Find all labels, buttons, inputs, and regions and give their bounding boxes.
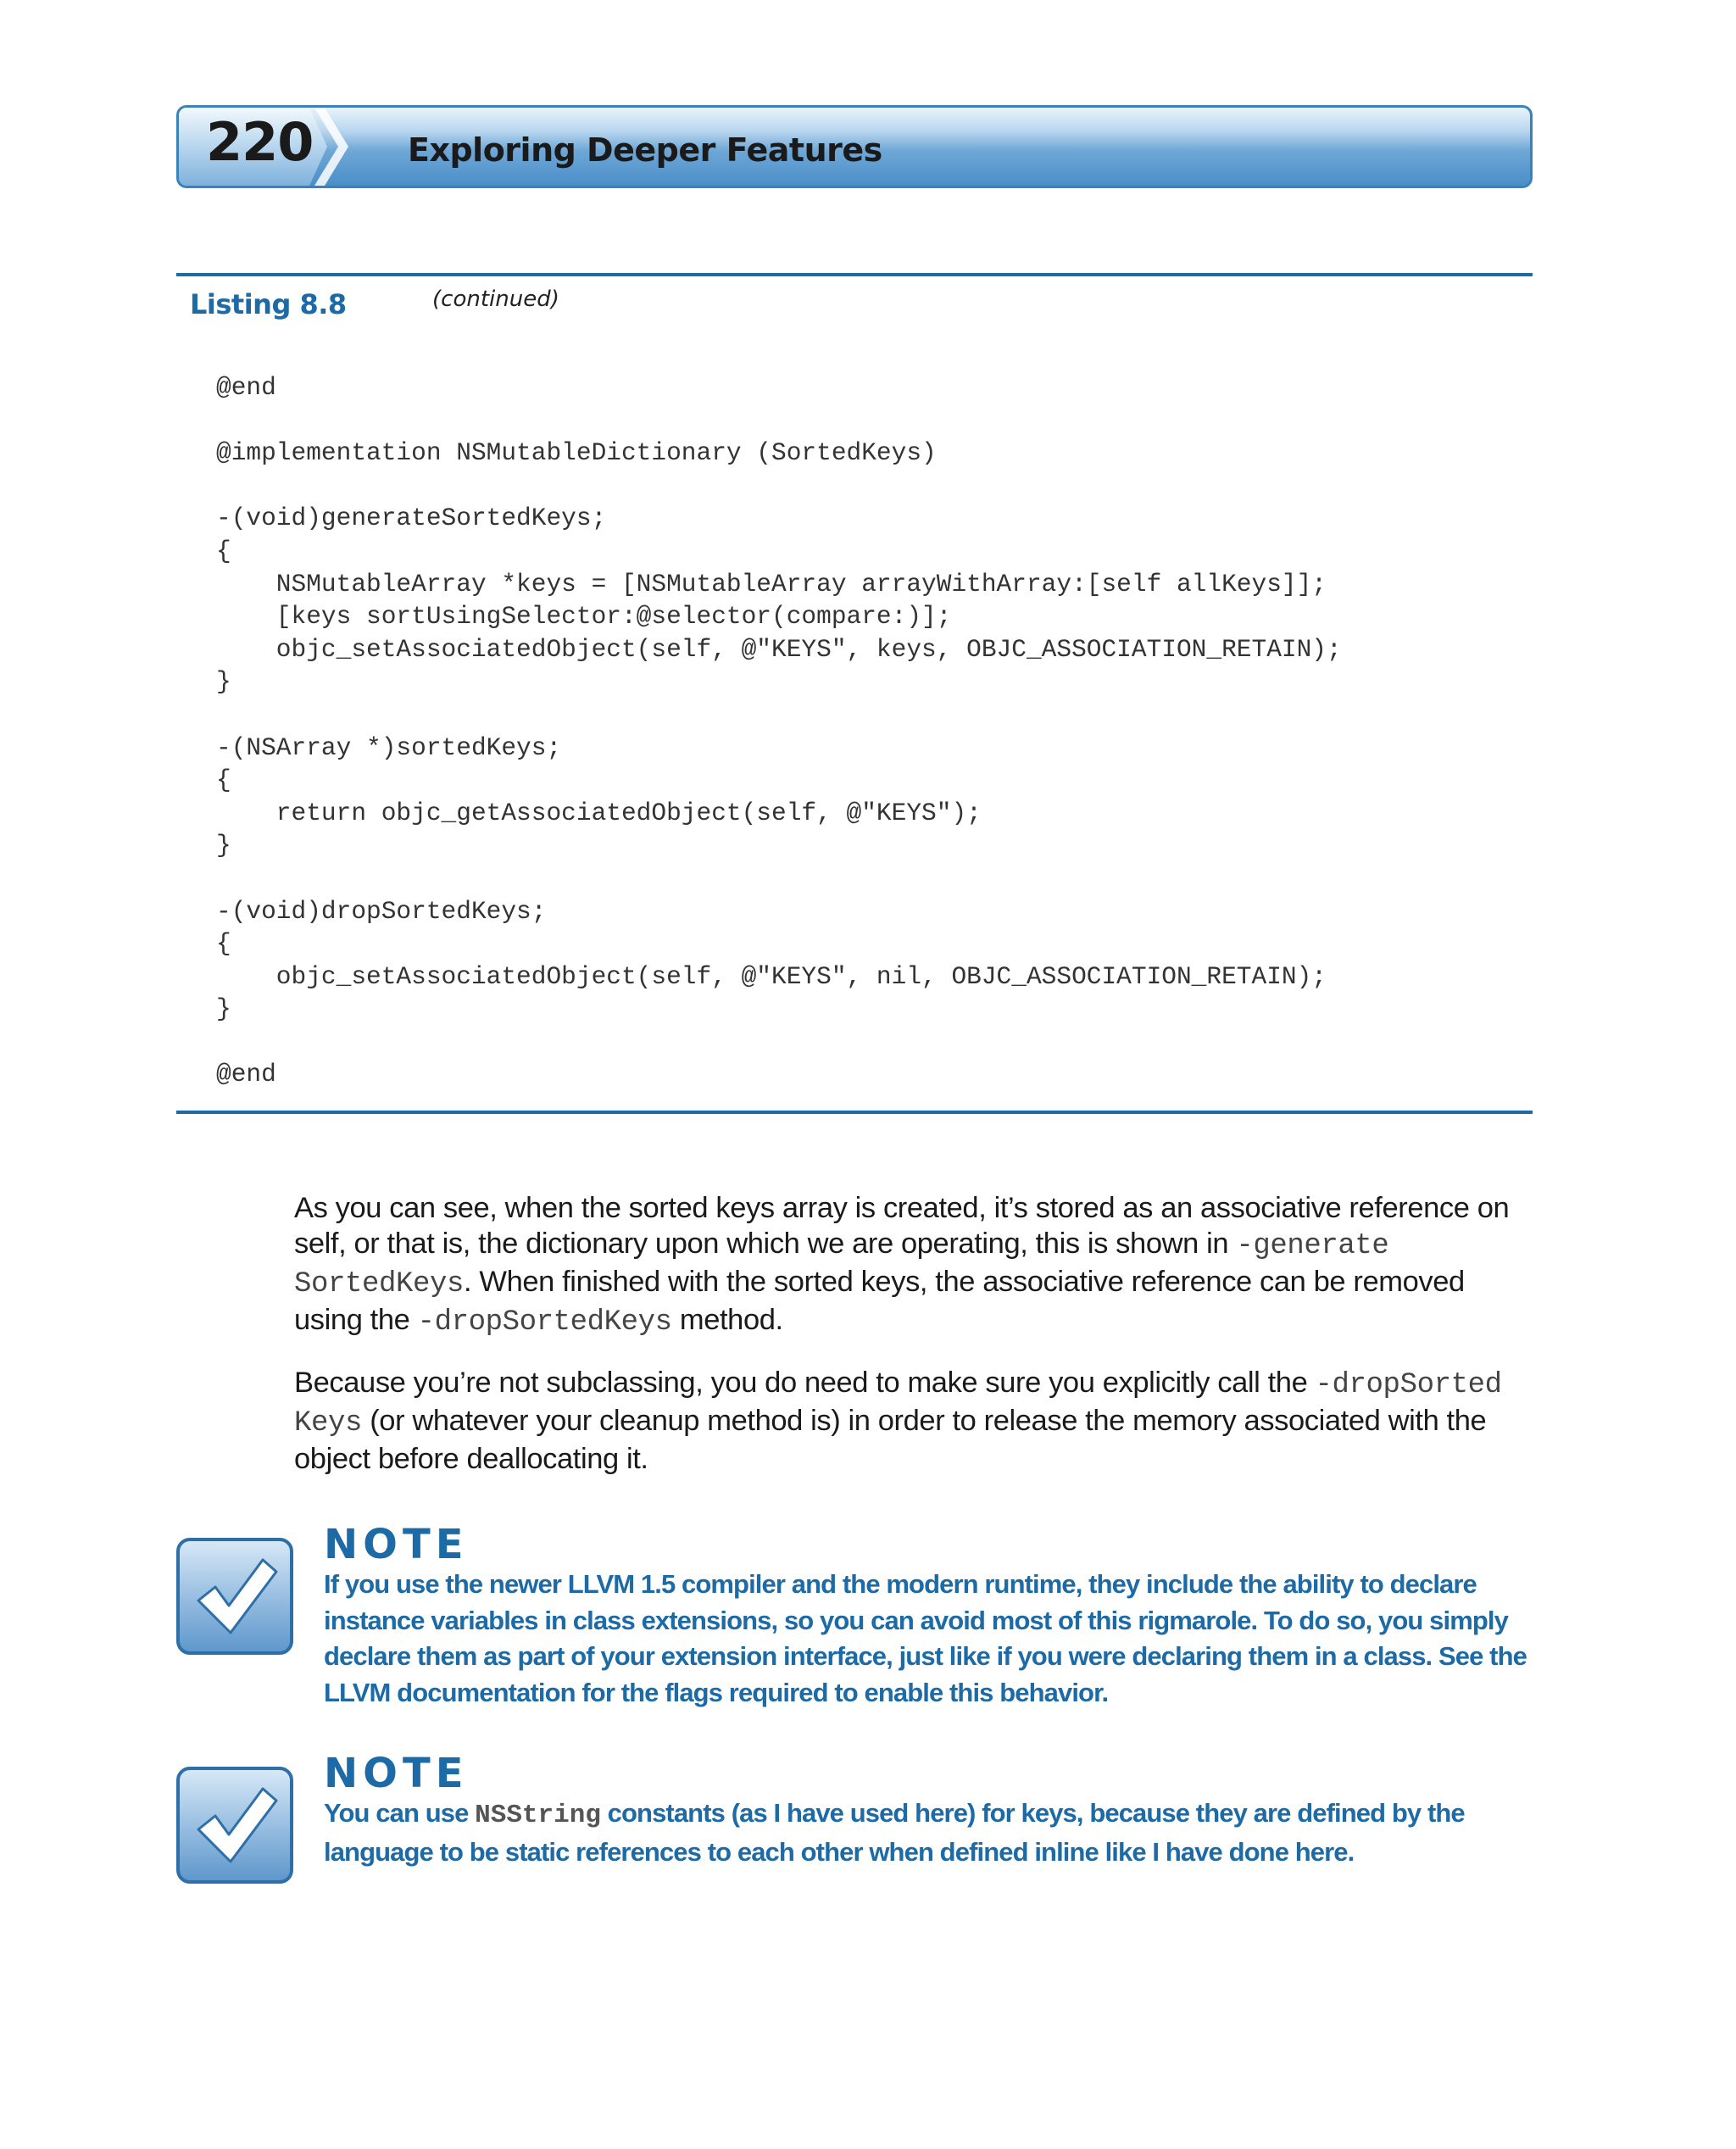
checkmark-icon-glyph <box>186 1548 283 1645</box>
inline-code: NSString <box>475 1801 601 1830</box>
inline-code: -dropSortedKeys <box>417 1306 672 1339</box>
paragraph-text: Because you’re not subclassing, you do need to make sure you explicitly call the <box>294 1367 1316 1399</box>
checkmark-icon-glyph <box>186 1777 283 1873</box>
listing-top-rule <box>176 273 1533 276</box>
chapter-header-banner <box>176 105 1533 188</box>
paragraph-text: method. <box>671 1304 783 1336</box>
inline-code: -generate SortedKeys <box>294 1230 1389 1300</box>
listing-label: Listing 8.8 <box>190 288 347 320</box>
body-paragraph-1 <box>294 1190 1532 1340</box>
listing-bottom-rule <box>176 1111 1533 1114</box>
paragraph-text: As you can see, when the sorted keys array is created, it’s stored as an associative reference on self, or that is, the dictionary upon which we are operating, this is shown in <box>294 1192 1510 1260</box>
note-text <box>324 1795 1527 1870</box>
checkmark-icon <box>176 1767 293 1884</box>
note-heading: NOTE <box>324 1521 469 1568</box>
paragraph-text: . When finished with the sorted keys, the associative reference can be removed using the <box>294 1266 1465 1336</box>
chapter-title: Exploring Deeper Features <box>408 131 882 169</box>
checkmark-icon <box>176 1538 293 1655</box>
body-paragraph-2 <box>294 1365 1532 1477</box>
note-heading: NOTE <box>324 1750 469 1797</box>
code-listing: @end @implementation NSMutableDictionary (SortedKeys) -(void)generateSortedKeys; { NSMutableArray *keys = [NSMutableArray arrayWithArray:[self allKeys]]; [keys sortUsingSelector:@selector(compare:)]; objc_setAssociatedObject(self, @"KEYS", keys, OBJC_ASSOCIATION_RETAIN); } -(NSArray *)sortedKeys; { return objc_getAssociatedObject(self, @"KEYS"); } -(void)dropSortedKeys; { objc_setAssociatedObject(self, @"KEYS", nil, OBJC_ASSOCIATION_RETAIN); } @end <box>216 373 1342 1089</box>
listing-continued: (continued) <box>432 287 559 312</box>
note-text-part: You can use <box>324 1798 476 1828</box>
note-text: If you use the newer LLVM 1.5 compiler and the modern runtime, they include the ability to declare instance variables in class extensions, so you can avoid most of this rigmarole. To do so, you simply declare them as part of your extension interface, just like if you were declaring them in a class. See the LLVM documentation for the flags required to enable this behavior. <box>324 1569 1527 1707</box>
inline-code: -dropSorted Keys <box>294 1369 1502 1439</box>
paragraph-text: (or whatever your cleanup method is) in order to release the memory associated with the object before deallocating it. <box>294 1405 1487 1475</box>
note-text-part: constants (as I have used here) for keys, because they are defined by the language to be static references to each other when defined inline like I have done here. <box>324 1798 1465 1867</box>
page-number: 220 <box>206 111 314 173</box>
